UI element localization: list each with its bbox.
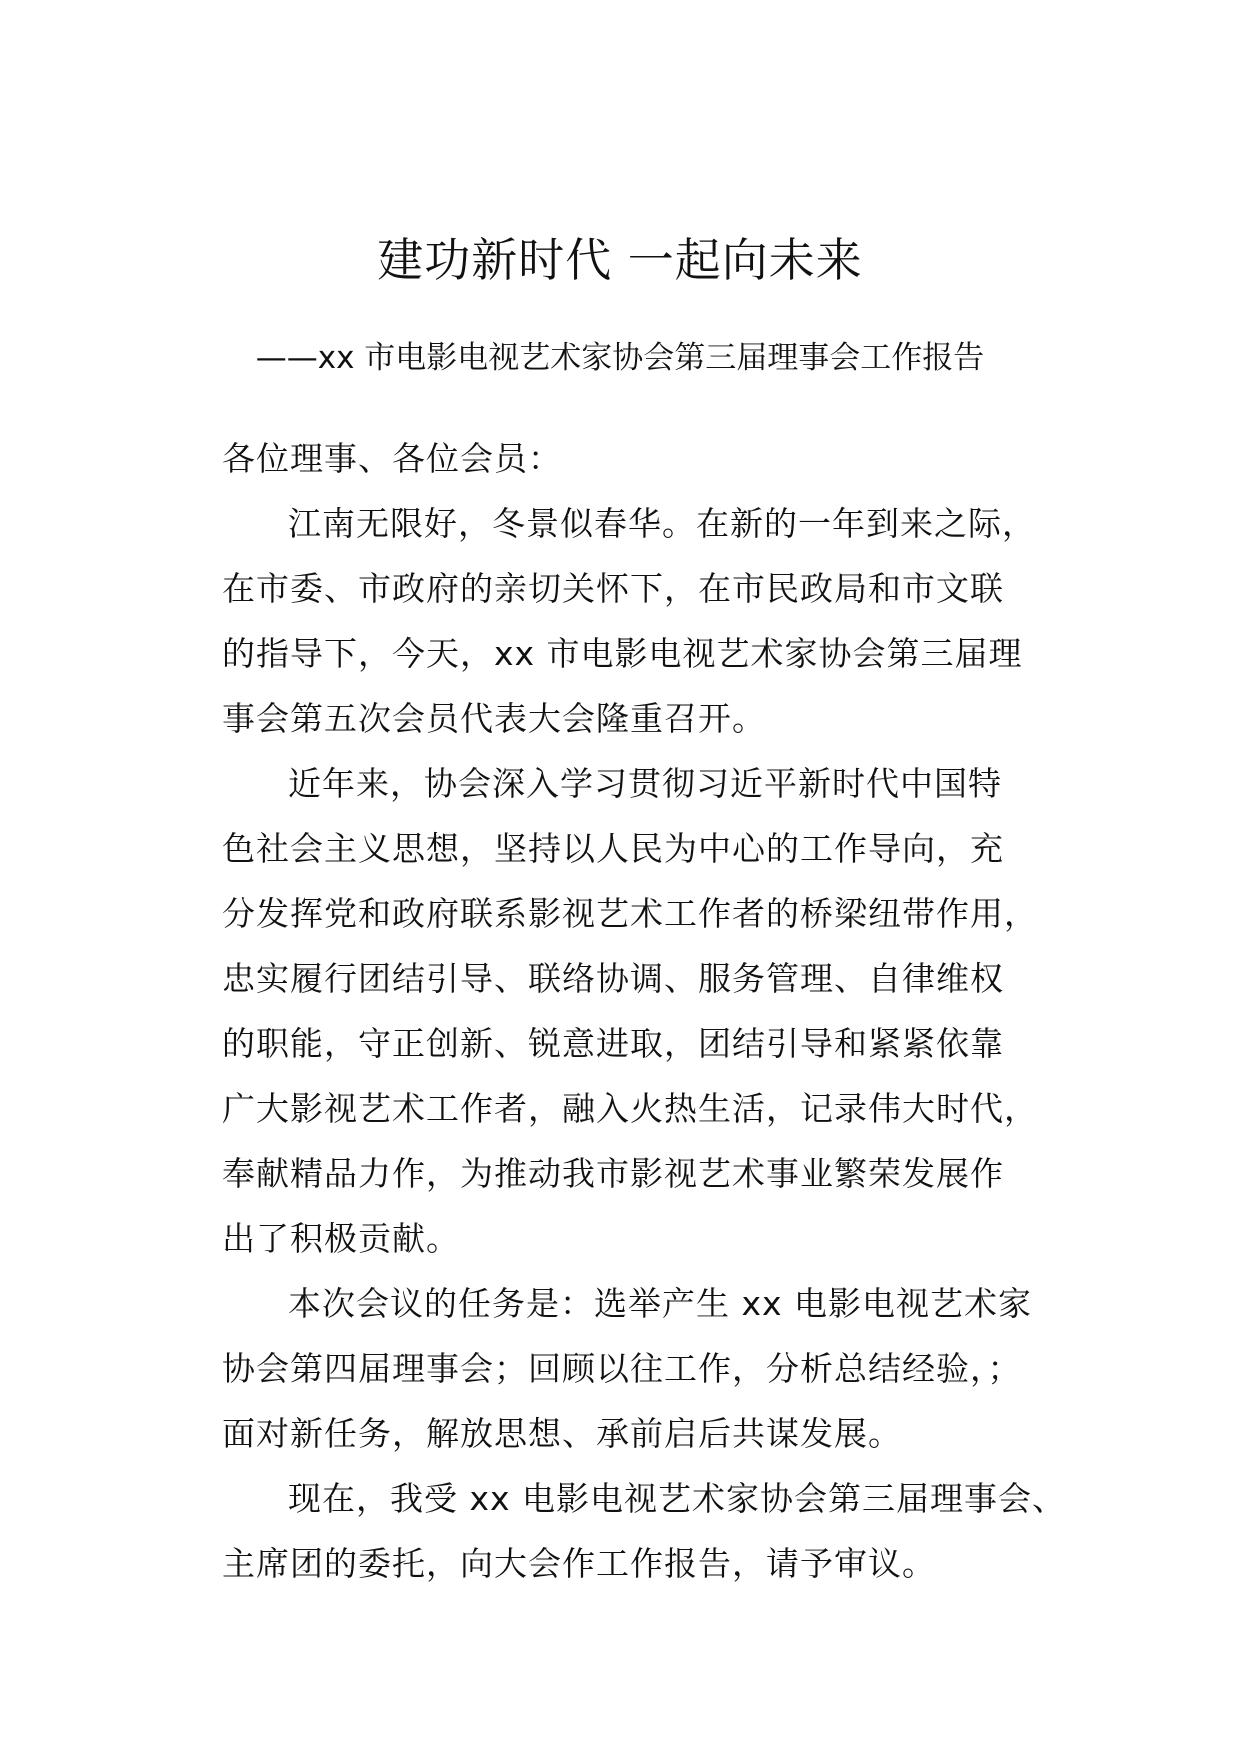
paragraph-line: 江南无限好，冬景似春华。在新的一年到来之际， <box>288 504 1036 543</box>
paragraph-line: 忠实履行团结引导、联络协调、服务管理、自律维权 <box>222 959 1004 998</box>
paragraph-line: 在市委、市政府的亲切关怀下，在市民政局和市文联 <box>222 569 1004 608</box>
paragraph-1 <box>222 491 1042 751</box>
paragraph-line: 的指导下，今天，xx 市电影电视艺术家协会第三届理 <box>222 634 1023 673</box>
paragraph-line: 的职能，守正创新、锐意进取，团结引导和紧紧依靠 <box>222 1024 1004 1063</box>
paragraph-line: 事会第五次会员代表大会隆重召开。 <box>222 699 766 738</box>
paragraph-2 <box>222 751 1042 1271</box>
paragraph-4 <box>222 1466 1067 1596</box>
paragraph-line: 分发挥党和政府联系影视艺术工作者的桥梁纽带作用， <box>222 894 1038 933</box>
paragraph-line: 本次会议的任务是：选举产生 xx 电影电视艺术家 <box>288 1284 1033 1323</box>
paragraph-line: 广大影视艺术工作者，融入火热生活，记录伟大时代， <box>222 1089 1038 1128</box>
paragraph-line: 面对新任务，解放思想、承前启后共谋发展。 <box>222 1414 902 1453</box>
document-subtitle: ——xx 市电影电视艺术家协会第三届理事会工作报告 <box>255 340 985 376</box>
document-title: 建功新时代 一起向未来 <box>377 233 863 287</box>
paragraph-3 <box>222 1271 1042 1466</box>
paragraph-line: 现在，我受 xx 电影电视艺术家协会第三届理事会、 <box>288 1479 1067 1518</box>
paragraph-line: 主席团的委托，向大会作工作报告，请予审议。 <box>222 1544 936 1583</box>
paragraph-line: 出了积极贡献。 <box>222 1219 460 1258</box>
paragraph-line: 近年来，协会深入学习贯彻习近平新时代中国特 <box>288 764 1002 803</box>
salutation: 各位理事、各位会员： <box>222 439 562 478</box>
document-body <box>222 426 1067 1596</box>
paragraph-line: 协会第四届理事会；回顾以往工作，分析总结经验，； <box>222 1349 1022 1388</box>
paragraph-line: 奉献精品力作，为推动我市影视艺术事业繁荣发展作 <box>222 1154 1004 1193</box>
paragraph-line: 色社会主义思想，坚持以人民为中心的工作导向，充 <box>222 829 1004 868</box>
